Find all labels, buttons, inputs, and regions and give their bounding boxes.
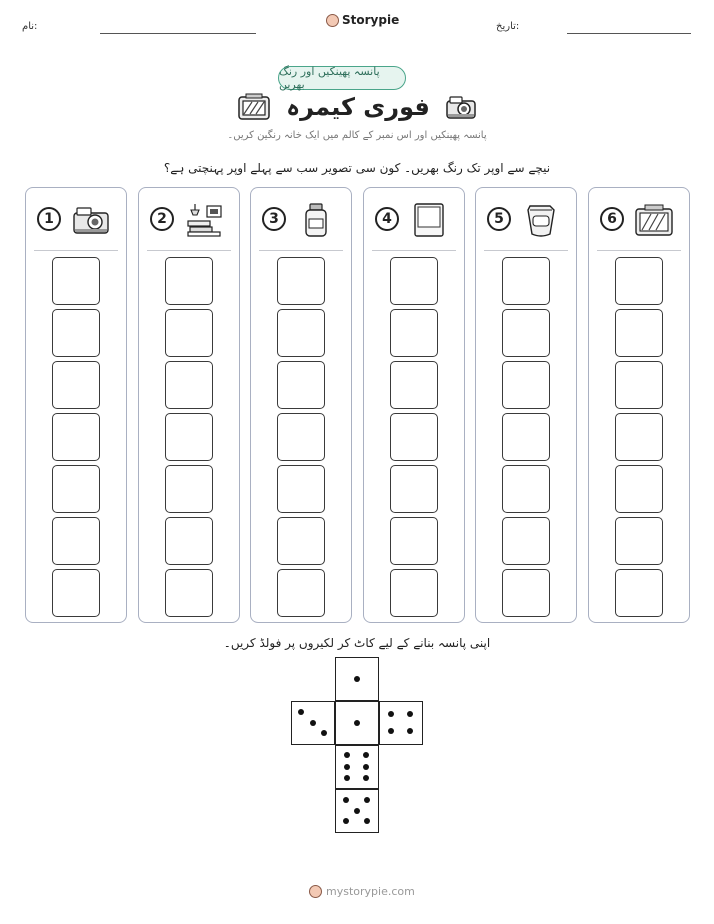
color-cell[interactable] bbox=[52, 257, 100, 305]
die-face-5 bbox=[335, 789, 379, 833]
die-pip bbox=[363, 752, 369, 758]
column-header bbox=[476, 188, 576, 250]
color-cell[interactable] bbox=[390, 413, 438, 461]
column-number: 5 bbox=[487, 207, 511, 231]
color-cell[interactable] bbox=[502, 465, 550, 513]
column-number: 3 bbox=[262, 207, 286, 231]
color-cell[interactable] bbox=[615, 465, 663, 513]
color-cell[interactable] bbox=[52, 361, 100, 409]
column-4 bbox=[363, 187, 465, 623]
die-pip bbox=[344, 764, 350, 770]
brand-name: Storypie bbox=[342, 13, 400, 27]
color-cell[interactable] bbox=[277, 517, 325, 565]
brand-logo bbox=[326, 13, 399, 27]
column-1 bbox=[25, 187, 127, 623]
column-number: 6 bbox=[600, 207, 624, 231]
die-pip bbox=[364, 797, 370, 803]
color-cell[interactable] bbox=[390, 569, 438, 617]
color-cell[interactable] bbox=[277, 361, 325, 409]
column-3 bbox=[250, 187, 352, 623]
color-cell[interactable] bbox=[52, 569, 100, 617]
color-cell[interactable] bbox=[52, 517, 100, 565]
column-divider bbox=[597, 250, 681, 251]
instant-camera-icon bbox=[70, 202, 112, 238]
fold-instruction: اپنی پانسہ بنانے کے لیے کاٹ کر لکیروں پر فولڈ کریں۔ bbox=[223, 636, 491, 650]
film-canister-icon bbox=[520, 202, 562, 238]
color-cell[interactable] bbox=[390, 257, 438, 305]
die-pip bbox=[388, 711, 394, 717]
color-cell[interactable] bbox=[615, 309, 663, 357]
column-6 bbox=[588, 187, 690, 623]
color-cell[interactable] bbox=[502, 361, 550, 409]
color-cell[interactable] bbox=[277, 569, 325, 617]
color-cell[interactable] bbox=[502, 517, 550, 565]
die-pip bbox=[364, 818, 370, 824]
color-cell[interactable] bbox=[165, 465, 213, 513]
column-header bbox=[364, 188, 464, 250]
color-cell[interactable] bbox=[502, 309, 550, 357]
die-pip bbox=[354, 676, 360, 682]
color-cell[interactable] bbox=[615, 517, 663, 565]
die-pip bbox=[363, 764, 369, 770]
column-divider bbox=[372, 250, 456, 251]
photo-print-icon bbox=[408, 202, 450, 238]
color-cell[interactable] bbox=[615, 569, 663, 617]
color-cell[interactable] bbox=[390, 517, 438, 565]
bear-icon bbox=[326, 14, 339, 27]
column-divider bbox=[259, 250, 343, 251]
column-header bbox=[139, 188, 239, 250]
date-line[interactable] bbox=[567, 33, 691, 34]
column-2 bbox=[138, 187, 240, 623]
color-cell[interactable] bbox=[277, 257, 325, 305]
column-header bbox=[589, 188, 689, 250]
footer bbox=[309, 885, 415, 898]
column-number: 2 bbox=[150, 207, 174, 231]
die-pip bbox=[354, 720, 360, 726]
subtitle: پانسہ پھینکیں اور اس نمبر کے کالم میں ایک خانہ رنگین کریں۔ bbox=[227, 130, 487, 141]
die-pip bbox=[344, 752, 350, 758]
page-title: فوری کیمرہ bbox=[286, 93, 430, 121]
color-cell[interactable] bbox=[502, 257, 550, 305]
instruction: نیچے سے اوپر تک رنگ بھریں۔ کون سی تصویر سب سے پہلے اوپر پہنچتی ہے؟ bbox=[163, 161, 551, 175]
die-face-6 bbox=[335, 745, 379, 789]
color-cell[interactable] bbox=[390, 309, 438, 357]
color-cell[interactable] bbox=[502, 569, 550, 617]
column-divider bbox=[147, 250, 231, 251]
color-cell[interactable] bbox=[615, 361, 663, 409]
name-label: نام: bbox=[22, 21, 38, 32]
column-divider bbox=[484, 250, 568, 251]
column-header bbox=[251, 188, 351, 250]
die-pip bbox=[344, 775, 350, 781]
color-cell[interactable] bbox=[52, 465, 100, 513]
color-cell[interactable] bbox=[277, 413, 325, 461]
color-cell[interactable] bbox=[52, 413, 100, 461]
color-cell[interactable] bbox=[165, 569, 213, 617]
column-5 bbox=[475, 187, 577, 623]
column-number: 4 bbox=[375, 207, 399, 231]
die-face-3 bbox=[291, 701, 335, 745]
color-cell[interactable] bbox=[165, 257, 213, 305]
title-row bbox=[0, 92, 714, 122]
column-divider bbox=[34, 250, 118, 251]
instant-camera-icon bbox=[444, 93, 478, 121]
color-cell[interactable] bbox=[502, 413, 550, 461]
photo-developing-icon bbox=[183, 202, 225, 238]
color-cell[interactable] bbox=[52, 309, 100, 357]
color-cell[interactable] bbox=[390, 361, 438, 409]
date-label: تاریخ: bbox=[496, 21, 520, 32]
die-face-4 bbox=[379, 701, 423, 745]
color-cell[interactable] bbox=[615, 413, 663, 461]
die-face-1 bbox=[335, 701, 379, 745]
film-pack-icon bbox=[236, 92, 272, 122]
color-cell[interactable] bbox=[165, 413, 213, 461]
color-cell[interactable] bbox=[165, 517, 213, 565]
footer-url[interactable]: mystorypie.com bbox=[326, 885, 415, 898]
die-pip bbox=[343, 797, 349, 803]
die-pip bbox=[343, 818, 349, 824]
die-face-1 bbox=[335, 657, 379, 701]
column-header bbox=[26, 188, 126, 250]
die-pip bbox=[407, 711, 413, 717]
color-cell[interactable] bbox=[390, 465, 438, 513]
color-cell[interactable] bbox=[277, 309, 325, 357]
film-pack-icon bbox=[633, 202, 675, 238]
die-pip bbox=[407, 728, 413, 734]
activity-pill: پانسہ پھینکیں اور رنگ بھریں bbox=[278, 66, 406, 90]
column-number: 1 bbox=[37, 207, 61, 231]
color-cell[interactable] bbox=[165, 309, 213, 357]
die-pip bbox=[321, 730, 327, 736]
die-pip bbox=[388, 728, 394, 734]
die-pip bbox=[310, 720, 316, 726]
color-cell[interactable] bbox=[615, 257, 663, 305]
bear-icon bbox=[309, 885, 322, 898]
color-cell[interactable] bbox=[165, 361, 213, 409]
die-pip bbox=[354, 808, 360, 814]
color-cell[interactable] bbox=[277, 465, 325, 513]
chemical-bottle-icon bbox=[295, 202, 337, 238]
die-pip bbox=[363, 775, 369, 781]
die-pip bbox=[298, 709, 304, 715]
name-line[interactable] bbox=[100, 33, 256, 34]
